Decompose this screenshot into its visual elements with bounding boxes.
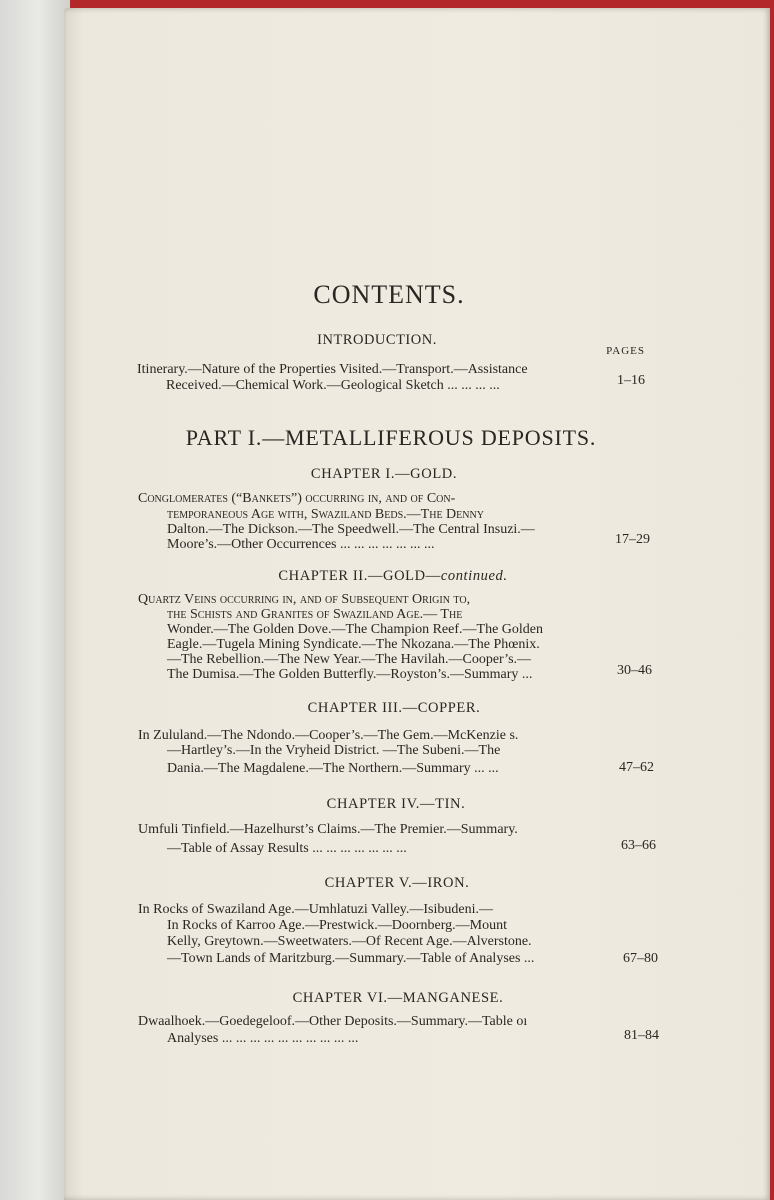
chapter-2-heading	[278, 568, 507, 585]
chapter-2-heading-main: CHAPTER II.—GOLD—	[278, 568, 441, 584]
chapter-6-line: Dwaalhoek.—Goedegeloof.—Other Deposits.—Summary.—Table oı	[138, 1014, 528, 1029]
chapter-3-line: In Zululand.—The Ndondo.—Cooper’s.—The Gem.—McKenzie s.	[138, 728, 519, 743]
chapter-6-line: Analyses ... ... ... ... ... ... ... ... ... ...	[167, 1031, 359, 1046]
chapter-2-line: Wonder.—The Golden Dove.—The Champion Reef.—The Golden	[167, 622, 544, 637]
chapter-2-line: The Dumisa.—The Golden Butterfly.—Royston’s.—Summary ...	[167, 667, 533, 682]
chapter-1-line: temporaneous Age with, Swaziland Beds.—The Denny	[167, 507, 484, 522]
chapter-2-heading-continued: continued.	[440, 568, 508, 584]
chapter-4-line: —Table of Assay Results ... ... ... ... ... ... ...	[167, 841, 407, 856]
chapter-3-pages: 47–62	[619, 760, 654, 775]
chapter-1-line: Dalton.—The Dickson.—The Speedwell.—The Central Insuzi.—	[167, 522, 535, 537]
chapter-2-pages: 30–46	[617, 663, 652, 678]
chapter-1-line: Conglomerates (“Bankets”) occurring in, and of Con-	[138, 491, 456, 506]
chapter-1-pages: 17–29	[615, 532, 650, 547]
chapter-5-line: In Rocks of Karroo Age.—Prestwick.—Doornberg.—Mount	[167, 918, 507, 933]
chapter-4-heading: CHAPTER IV.—TIN.	[326, 796, 466, 812]
chapter-1-line: Moore’s.—Other Occurrences ... ... ... ... ... ... ...	[167, 537, 435, 552]
chapter-5-line: Kelly, Greytown.—Sweetwaters.—Of Recent Age.—Alverstone.	[167, 934, 532, 949]
chapter-4-pages: 63–66	[621, 838, 656, 853]
chapter-6-pages: 81–84	[624, 1028, 659, 1043]
chapter-3-heading: CHAPTER III.—COPPER.	[307, 700, 481, 716]
pages-column-label: PAGES	[606, 345, 645, 357]
chapter-2-line: the Schists and Granites of Swaziland Age.— The	[167, 607, 463, 622]
chapter-2-line: —The Rebellion.—The New Year.—The Havilah.—Cooper’s.—	[167, 652, 532, 667]
chapter-2-line: Quartz Veins occurring in, and of Subsequent Origin to,	[138, 592, 471, 607]
introduction-line: Itinerary.—Nature of the Properties Visited.—Transport.—Assistance	[137, 362, 528, 377]
chapter-5-heading: CHAPTER V.—IRON.	[324, 875, 470, 891]
contents-title: CONTENTS.	[313, 280, 465, 309]
introduction-pages: 1–16	[617, 373, 645, 388]
facing-page-edge	[0, 0, 70, 1200]
chapter-2-line: Eagle.—Tugela Mining Syndicate.—The Nkozana.—The Phœnix.	[167, 637, 540, 652]
introduction-line: Received.—Chemical Work.—Geological Sketch ... ... ... ...	[166, 378, 500, 393]
chapter-3-line: —Hartley’s.—In the Vryheid District. —The Subeni.—The	[167, 743, 501, 758]
chapter-6-heading: CHAPTER VI.—MANGANESE.	[292, 990, 504, 1006]
chapter-1-heading: CHAPTER I.—GOLD.	[310, 466, 458, 482]
chapter-5-line: —Town Lands of Maritzburg.—Summary.—Table of Analyses ...	[167, 951, 535, 966]
introduction-heading: INTRODUCTION.	[317, 332, 437, 348]
part-one-heading: PART I.—METALLIFEROUS DEPOSITS.	[185, 425, 597, 450]
chapter-4-line: Umfuli Tinfield.—Hazelhurst’s Claims.—The Premier.—Summary.	[138, 822, 518, 837]
chapter-5-pages: 67–80	[623, 951, 658, 966]
chapter-5-line: In Rocks of Swaziland Age.—Umhlatuzi Valley.—Isibudeni.—	[138, 902, 493, 917]
chapter-3-line: Dania.—The Magdalene.—The Northern.—Summary ... ...	[167, 761, 499, 776]
